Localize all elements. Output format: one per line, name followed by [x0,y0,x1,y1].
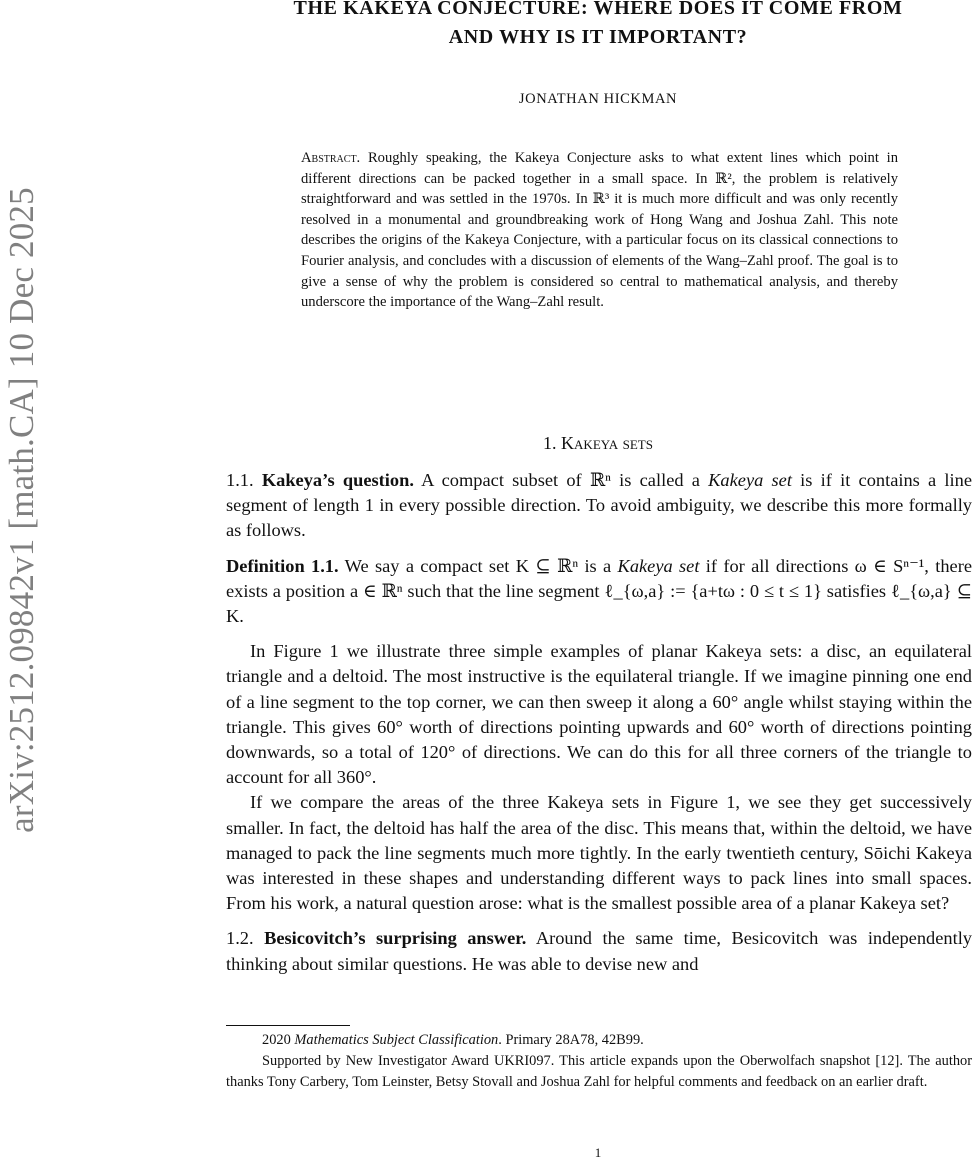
footnote-support: Supported by New Investigator Award UKRI097. This article expands upon the Oberwolfach snapshot [12]. The author thanks Tony Carbery, Tom Leinster, Betsy Stovall and Joshua Zahl for helpful comments and feedback on an earlier draft. [226,1053,972,1090]
paper-title [222,0,974,52]
paragraph-figure-1: In Figure 1 we illustrate three simple examples of planar Kakeya sets: a disc, an equilateral triangle and a deltoid. The most instructive is the equilateral triangle. If we imagine pinning one end of a line segment to the top corner, we can then sweep it along a 60° angle whilst staying within the triangle. This gives 60° worth of directions pointing upwards and 60° worth of directions pointing downwards, so a total of 120° of directions. We can do this for all three corners of the triangle to account for all 360°. [226,641,972,788]
footnotes [226,1030,972,1093]
subsection-1-1-term: Kakeya set [708,470,792,490]
author-name: JONATHAN HICKMAN [518,91,678,107]
msc-year: 2020 [262,1032,291,1048]
title-line-1: THE KAKEYA CONJECTURE: WHERE DOES IT COME FROM [293,0,903,19]
footnote-msc [226,1030,972,1051]
msc-codes: . Primary 28A78, 42B99. [498,1032,644,1048]
paragraph-areas: If we compare the areas of the three Kakeya sets in Figure 1, we see they get successively smaller. In fact, the deltoid has half the area of the disc. This means that, within the deltoid, we have managed to pack the line segments much more tightly. In the early twentieth century, Sōichi Kakeya was interested in these shapes and understanding different ways to pack lines into small spaces. From his work, a natural question arose: what is the smallest possible area of a planar Kakeya set? [226,792,972,914]
subsection-1-2-number: 1.2. [226,928,254,949]
subsection-1-1-number: 1.1. [226,470,254,490]
title-line-2: AND WHY IS IT IMPORTANT? [448,26,748,48]
definition-1-1 [226,554,972,630]
section-title: Kakeya sets [561,433,653,453]
page-number: 1 [594,1145,602,1160]
msc-label: Mathematics Subject Classification [294,1032,499,1048]
body-text [226,468,972,977]
subsection-1-1-text-a: A compact subset of ℝⁿ is called a [421,470,709,490]
definition-term: Kakeya set [617,555,700,576]
section-number: 1. [543,433,557,453]
subsection-1-1-text-b: is if it contains a line segment of length 1 in every possible direction. To avoid ambiguity, we describe this more formally as follows. [226,470,972,541]
arxiv-sidebar [2,120,41,900]
abstract-label: Abstract. [301,150,361,166]
arxiv-identifier: arXiv:2512.09842v1 [math.CA] 10 Dec 2025 [2,187,41,833]
abstract-text: Roughly speaking, the Kakeya Conjecture asks to what extent lines which point in different directions can be packed together in a small space. In ℝ², the problem is relatively straightforward and was settled in the 1970s. In ℝ³ it is much more difficult and was only recently resolved in a monumental and groundbreaking work of Hong Wang and Joshua Zahl. This note describes the origins of the Kakeya Conjecture, with a particular focus on its classical connections to Fourier analysis, and concludes with a discussion of elements of the Wang–Zahl proof. The goal is to give a sense of why the problem is considered so central to mathematical analysis, and thereby underscore the importance of the Wang–Zahl result. [301,150,898,311]
abstract [301,148,898,313]
subsection-1-2-title: Besicovitch’s surprising answer. [264,928,527,949]
definition-text-b: if for all directions ω ∈ Sⁿ⁻¹, there exists a position a ∈ ℝⁿ such that the line segment ℓ_{ω,a} := {a+tω : 0 ≤ t ≤ 1} satisfies ℓ_{ω,a} ⊆ K. [226,555,972,627]
subsection-1-1-title: Kakeya’s question. [261,470,414,490]
subsection-1-1 [226,468,972,544]
footnote-rule [226,1025,350,1026]
subsection-1-2 [226,926,972,976]
subsection-1-2-text: Around the same time, Besicovitch was independently thinking about similar questions. He was able to devise new and [226,928,973,974]
section-heading [222,433,974,454]
definition-label: Definition 1.1. [226,555,339,576]
definition-text-a: We say a compact set K ⊆ ℝⁿ is a [344,555,618,576]
